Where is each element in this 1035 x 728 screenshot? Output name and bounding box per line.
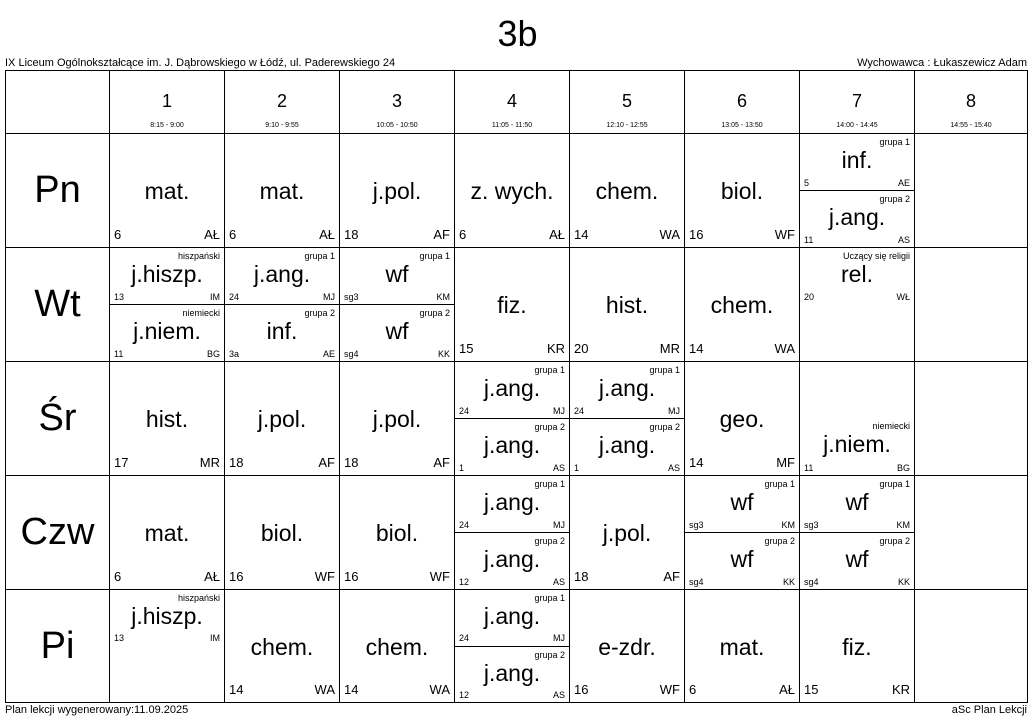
lesson-group: grupa 2: [879, 194, 910, 204]
lesson-room: 17: [114, 455, 129, 470]
lesson-subject: chem.: [250, 634, 314, 660]
lesson-cell: [915, 362, 1027, 476]
lesson-bottom: [685, 532, 799, 589]
period-number: 4: [506, 91, 517, 111]
lesson-teacher: AŁ: [204, 227, 220, 242]
lesson-teacher: AS: [552, 690, 565, 700]
lesson: [110, 134, 224, 247]
lesson-room: 16: [689, 227, 704, 242]
period-header-4: [455, 71, 570, 134]
lesson-room: sg4: [344, 349, 359, 359]
lesson-cell: [110, 362, 225, 476]
lesson: [340, 590, 454, 702]
lesson-teacher: AS: [897, 235, 910, 245]
lesson-bottom: [800, 418, 914, 475]
lesson-cell: [225, 134, 340, 248]
lesson-room: 24: [574, 406, 585, 416]
lesson-bottom: [570, 418, 684, 475]
lesson-room: 18: [229, 455, 244, 470]
period-header-3: [340, 71, 455, 134]
lesson-group: grupa 1: [304, 251, 335, 261]
lesson-group: grupa 2: [534, 422, 565, 432]
lesson-cell: [915, 248, 1027, 362]
lesson-subject: j.pol.: [372, 406, 422, 432]
lesson: [340, 134, 454, 247]
lesson-top: [225, 248, 339, 304]
lesson-subject: j.ang.: [483, 489, 541, 515]
lesson: [110, 362, 224, 475]
lesson-subject: j.ang.: [483, 546, 541, 572]
period-number: 6: [736, 91, 747, 111]
lesson-subject: geo.: [719, 406, 765, 432]
lesson-top: [800, 248, 914, 304]
period-number: 8: [965, 91, 976, 111]
lesson-room: 6: [229, 227, 237, 242]
lesson: [455, 134, 569, 247]
lesson-subject: j.pol.: [602, 520, 652, 546]
lesson-room: sg3: [344, 292, 359, 302]
lesson: [225, 590, 339, 702]
lesson-teacher: KR: [546, 341, 565, 356]
lesson-group: grupa 1: [534, 593, 565, 603]
class-title: 3b: [497, 13, 538, 54]
day-label-1: Pn: [6, 134, 110, 248]
lesson-subject: j.pol.: [257, 406, 307, 432]
lesson-cell: [915, 590, 1027, 702]
lesson-group: grupa 2: [534, 650, 565, 660]
lesson-cell: [685, 362, 800, 476]
lesson-group: hiszpański: [177, 251, 220, 261]
period-time: 9:10 - 9:55: [265, 122, 299, 129]
lesson-subject: wf: [385, 318, 409, 344]
lesson-top: [110, 590, 224, 645]
lesson-room: 15: [804, 682, 819, 697]
period-header-7: [800, 71, 915, 134]
lesson-teacher: AF: [433, 455, 450, 470]
period-header-8: [915, 71, 1027, 134]
lesson-subject: wf: [845, 546, 869, 572]
lesson-subject: j.ang.: [483, 603, 541, 629]
lesson: [570, 590, 684, 702]
lesson-room: 6: [459, 227, 467, 242]
period-time: 14:00 - 14:45: [836, 122, 878, 129]
lesson-room: 11: [114, 349, 124, 359]
period-time: 13:05 - 13:50: [721, 122, 763, 129]
lesson-cell: [455, 476, 570, 590]
lesson-room: 24: [229, 292, 240, 302]
lesson-cell: [340, 248, 455, 362]
lesson-teacher: AE: [897, 178, 910, 188]
lesson-subject: hist.: [605, 292, 649, 318]
lesson-cell: [915, 476, 1027, 590]
lesson-teacher: AE: [322, 349, 335, 359]
lesson-room: sg3: [804, 520, 819, 530]
lesson-teacher: MJ: [553, 633, 565, 643]
lesson-subject: wf: [730, 546, 754, 572]
lesson-subject: wf: [730, 489, 754, 515]
lesson-cell: [110, 590, 225, 702]
lesson-cell: [800, 476, 915, 590]
lesson-cell: [570, 590, 685, 702]
period-time: 14:55 - 15:40: [950, 122, 992, 129]
corner-cell: [6, 71, 110, 134]
lesson-subject: mat.: [144, 520, 190, 546]
lesson-cell: [340, 362, 455, 476]
lesson-room: 14: [229, 682, 244, 697]
lesson: [570, 248, 684, 361]
day-label-4: Czw: [6, 476, 110, 590]
lesson-top: [110, 248, 224, 304]
lesson-room: 16: [229, 569, 244, 584]
lesson-teacher: KK: [782, 577, 795, 587]
lesson-group: grupa 1: [534, 479, 565, 489]
lesson-subject: inf.: [266, 318, 298, 344]
lesson-bottom: [455, 532, 569, 589]
school-name: IX Liceum Ogólnokształcące im. J. Dąbrowskiego w Łódź, ul. Paderewskiego 24: [5, 57, 396, 69]
lesson-room: 18: [574, 569, 589, 584]
lesson-group: grupa 2: [649, 422, 680, 432]
lesson-top: [800, 134, 914, 190]
lesson-teacher: AF: [318, 455, 335, 470]
lesson-room: 11: [804, 235, 814, 245]
lesson-teacher: AS: [552, 577, 565, 587]
lesson-subject: j.niem.: [133, 318, 201, 344]
lesson-room: sg3: [689, 520, 704, 530]
lesson-teacher: KR: [891, 682, 910, 697]
lesson-room: 14: [344, 682, 359, 697]
lesson-teacher: KM: [436, 292, 450, 302]
lesson-room: 16: [344, 569, 359, 584]
generator-credit: aSc Plan Lekcji: [951, 704, 1027, 716]
lesson-teacher: MR: [199, 455, 220, 470]
lesson-cell: [225, 362, 340, 476]
lesson-group: grupa 1: [649, 365, 680, 375]
lesson-cell: [455, 248, 570, 362]
lesson-top: [455, 590, 569, 645]
lesson-group: niemiecki: [872, 421, 910, 431]
lesson-room: 6: [114, 569, 122, 584]
lesson-bottom: [340, 304, 454, 361]
lesson-teacher: AF: [663, 569, 680, 584]
lesson-teacher: AS: [552, 463, 565, 473]
lesson-top: [570, 362, 684, 418]
lesson-teacher: KK: [437, 349, 450, 359]
lesson-teacher: WF: [429, 569, 450, 584]
lesson-teacher: MJ: [553, 520, 565, 530]
lesson-teacher: WA: [314, 682, 335, 697]
lesson-teacher: MJ: [323, 292, 335, 302]
lesson-group: grupa 1: [419, 251, 450, 261]
lesson-subject: j.ang.: [598, 375, 656, 401]
lesson-top: [455, 362, 569, 418]
period-number: 5: [621, 91, 632, 111]
lesson-bottom: [800, 190, 914, 247]
lesson-group: hiszpański: [177, 593, 220, 603]
lesson-cell: [800, 248, 915, 362]
lesson: [110, 476, 224, 589]
lesson-subject: wf: [845, 489, 869, 515]
lesson-room: 24: [459, 633, 470, 643]
lesson-bottom: [455, 646, 569, 702]
lesson-group: grupa 2: [534, 536, 565, 546]
lesson-teacher: WF: [659, 682, 680, 697]
lesson-room: 18: [344, 455, 359, 470]
lesson-group: grupa 2: [879, 536, 910, 546]
lesson-cell: [800, 590, 915, 702]
lesson-cell: [225, 248, 340, 362]
lesson-room: 12: [459, 577, 470, 587]
lesson-subject: biol.: [260, 520, 304, 546]
lesson-group: grupa 2: [419, 308, 450, 318]
lesson-teacher: IM: [210, 292, 220, 302]
lesson-cell: [110, 134, 225, 248]
lesson-teacher: MJ: [553, 406, 565, 416]
lesson: [225, 476, 339, 589]
lesson-room: 20: [574, 341, 589, 356]
lesson-cell: [455, 362, 570, 476]
lesson-top: [340, 248, 454, 304]
day-label-2: Wt: [6, 248, 110, 362]
lesson-room: 13: [114, 292, 125, 302]
lesson-cell: [110, 248, 225, 362]
lesson-teacher: WA: [429, 682, 450, 697]
period-number: 2: [276, 91, 287, 111]
lesson-subject: j.ang.: [483, 660, 541, 686]
period-time: 10:05 - 10:50: [376, 122, 418, 129]
lesson-teacher: BG: [896, 463, 910, 473]
period-time: 8:15 - 9:00: [150, 122, 184, 129]
lesson-teacher: AŁ: [204, 569, 220, 584]
lesson-teacher: AF: [433, 227, 450, 242]
lesson-teacher: AŁ: [319, 227, 335, 242]
lesson-cell: [685, 248, 800, 362]
lesson-cell: [225, 476, 340, 590]
lesson-subject: z. wych.: [470, 178, 554, 204]
lesson-teacher: MR: [659, 341, 680, 356]
lesson-teacher: KK: [897, 577, 910, 587]
lesson-subject: biol.: [375, 520, 419, 546]
lesson-room: 20: [804, 292, 815, 302]
generated-date: Plan lekcji wygenerowany:11.09.2025: [5, 704, 189, 716]
lesson-subject: j.ang.: [483, 432, 541, 458]
lesson-room: 18: [344, 227, 359, 242]
timetable-grid: [5, 70, 1028, 703]
lesson-group: Uczący się religii: [842, 251, 910, 261]
lesson-room: 14: [689, 455, 704, 470]
lesson-room: sg4: [804, 577, 819, 587]
lesson: [685, 362, 799, 475]
lesson-teacher: WF: [314, 569, 335, 584]
lesson: [455, 248, 569, 361]
lesson-subject: j.hiszp.: [131, 261, 203, 287]
lesson-cell: [800, 362, 915, 476]
lesson-subject: rel.: [841, 261, 873, 287]
lesson-teacher: WA: [774, 341, 795, 356]
lesson-subject: biol.: [720, 178, 764, 204]
lesson-subject: mat.: [144, 178, 190, 204]
lesson-group: niemiecki: [182, 308, 220, 318]
lesson-cell: [455, 590, 570, 702]
lesson-group: grupa 1: [879, 479, 910, 489]
lesson-room: 5: [804, 178, 810, 188]
lesson-subject: fiz.: [497, 292, 527, 318]
lesson-teacher: WŁ: [896, 292, 910, 302]
lesson-cell: [340, 476, 455, 590]
lesson-teacher: AS: [667, 463, 680, 473]
lesson-bottom: [800, 532, 914, 589]
lesson-cell: [685, 590, 800, 702]
lesson-subject: fiz.: [842, 634, 872, 660]
lesson-subject: chem.: [595, 178, 659, 204]
lesson-cell: [110, 476, 225, 590]
lesson: [340, 476, 454, 589]
lesson: [340, 362, 454, 475]
lesson-subject: chem.: [710, 292, 774, 318]
day-label-5: Pi: [6, 590, 110, 702]
lesson-room: 13: [114, 633, 125, 643]
lesson-subject: wf: [385, 261, 409, 287]
lesson-subject: j.ang.: [253, 261, 311, 287]
lesson-cell: [800, 134, 915, 248]
lesson-cell: [570, 134, 685, 248]
period-header-1: [110, 71, 225, 134]
lesson: [685, 590, 799, 702]
lesson-room: 1: [459, 463, 465, 473]
lesson-group: grupa 2: [304, 308, 335, 318]
lesson-teacher: WF: [774, 227, 795, 242]
lesson: [800, 590, 914, 702]
lesson-subject: chem.: [365, 634, 429, 660]
lesson-teacher: AŁ: [549, 227, 565, 242]
lesson-teacher: MJ: [668, 406, 680, 416]
lesson-teacher: BG: [206, 349, 220, 359]
lesson-subject: hist.: [145, 406, 189, 432]
lesson-cell: [570, 476, 685, 590]
lesson: [685, 134, 799, 247]
lesson: [225, 362, 339, 475]
lesson-group: grupa 1: [764, 479, 795, 489]
period-number: 3: [391, 91, 402, 111]
lesson: [685, 248, 799, 361]
class-teacher: Wychowawca : Łukaszewicz Adam: [857, 57, 1027, 69]
period-header-5: [570, 71, 685, 134]
lesson-room: 3a: [229, 349, 240, 359]
lesson-teacher: KM: [781, 520, 795, 530]
lesson-room: 6: [114, 227, 122, 242]
lesson-subject: mat.: [259, 178, 305, 204]
lesson-cell: [340, 590, 455, 702]
lesson: [225, 134, 339, 247]
lesson-subject: j.ang.: [828, 204, 886, 230]
lesson-subject: j.ang.: [483, 375, 541, 401]
period-time: 11:05 - 11:50: [491, 122, 533, 129]
lesson-subject: e-zdr.: [598, 634, 656, 660]
lesson-teacher: AŁ: [779, 682, 795, 697]
lesson-subject: j.pol.: [372, 178, 422, 204]
lesson-group: grupa 1: [534, 365, 565, 375]
lesson-room: sg4: [689, 577, 704, 587]
lesson-teacher: WA: [659, 227, 680, 242]
lesson-cell: [915, 134, 1027, 248]
lesson-room: 14: [574, 227, 589, 242]
lesson-room: 6: [689, 682, 697, 697]
lesson: [570, 134, 684, 247]
lesson-cell: [685, 476, 800, 590]
lesson-bottom: [110, 304, 224, 361]
day-label-3: Śr: [6, 362, 110, 476]
period-number: 7: [851, 91, 862, 111]
lesson-teacher: IM: [210, 633, 220, 643]
lesson-room: 16: [574, 682, 589, 697]
lesson-cell: [685, 134, 800, 248]
lesson-top: [455, 476, 569, 532]
lesson-room: 24: [459, 520, 470, 530]
lesson: [570, 476, 684, 589]
lesson-cell: [340, 134, 455, 248]
lesson-cell: [570, 248, 685, 362]
lesson-cell: [225, 590, 340, 702]
lesson-cell: [570, 362, 685, 476]
period-header-6: [685, 71, 800, 134]
lesson-subject: j.hiszp.: [131, 603, 203, 629]
lesson-teacher: MF: [776, 455, 795, 470]
lesson-group: grupa 2: [764, 536, 795, 546]
lesson-room: 15: [459, 341, 474, 356]
period-time: 12:10 - 12:55: [606, 122, 648, 129]
lesson-top: [685, 476, 799, 532]
lesson-room: 12: [459, 690, 470, 700]
lesson-subject: inf.: [841, 147, 873, 173]
lesson-subject: j.niem.: [823, 431, 891, 457]
lesson-subject: mat.: [719, 634, 765, 660]
period-number: 1: [161, 91, 172, 111]
lesson-room: 11: [804, 463, 814, 473]
lesson-room: 24: [459, 406, 470, 416]
period-header-2: [225, 71, 340, 134]
lesson-cell: [455, 134, 570, 248]
lesson-top: [800, 476, 914, 532]
lesson-bottom: [455, 418, 569, 475]
lesson-teacher: KM: [896, 520, 910, 530]
lesson-subject: j.ang.: [598, 432, 656, 458]
lesson-room: 1: [574, 463, 580, 473]
lesson-room: 14: [689, 341, 704, 356]
lesson-bottom: [225, 304, 339, 361]
lesson-group: grupa 1: [879, 137, 910, 147]
